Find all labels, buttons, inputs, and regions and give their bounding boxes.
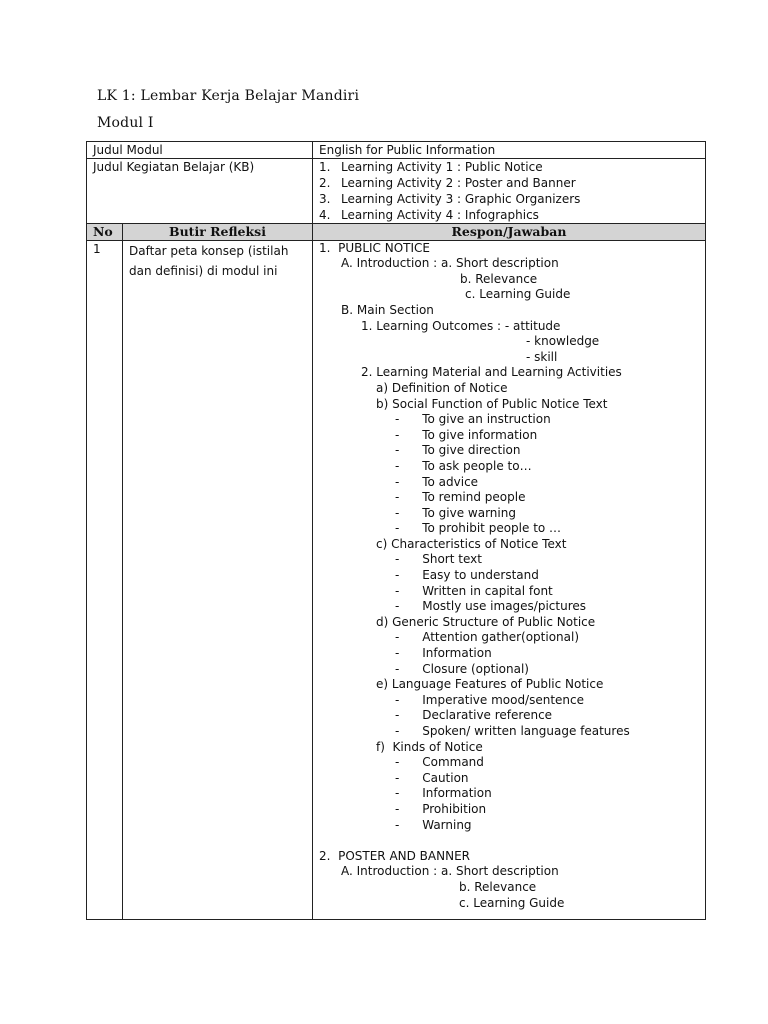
col-header-no: No	[87, 224, 123, 241]
response-line: c) Characteristics of Notice Text	[376, 536, 567, 551]
response-line: - Mostly use images/pictures	[395, 599, 587, 614]
response-line: - Information	[395, 646, 492, 661]
kb-list-item	[319, 159, 699, 175]
response-line: b. Relevance	[460, 271, 538, 286]
response-line: A. Introduction : a. Short description	[341, 256, 559, 271]
judul-kb-list	[313, 159, 706, 224]
response-line: 1. PUBLIC NOTICE	[319, 240, 430, 255]
response-line: B. Main Section	[341, 302, 434, 317]
response-line: - To give an instruction	[395, 412, 551, 427]
kb-list-number: 2.	[319, 176, 331, 190]
response-line: - Declarative reference	[395, 708, 553, 723]
kb-list-item	[319, 207, 699, 223]
response-line: - Easy to understand	[395, 568, 539, 583]
respon-jawaban-cell	[313, 240, 706, 920]
response-line: 2. POSTER AND BANNER	[319, 848, 470, 863]
response-line: - To give warning	[395, 505, 516, 520]
response-line: - Prohibition	[395, 801, 487, 816]
worksheet-title: LK 1: Lembar Kerja Belajar Mandiri	[97, 88, 360, 104]
response-line: - Information	[395, 786, 492, 801]
response-line: - To ask people to…	[395, 458, 532, 473]
kb-list-number: 4.	[319, 208, 331, 222]
response-line: 1. Learning Outcomes : - attitude	[361, 318, 561, 333]
response-line: - To give direction	[395, 443, 521, 458]
response-line: - To give information	[395, 427, 538, 442]
kb-list-number: 1.	[319, 160, 331, 174]
response-line: f) Kinds of Notice	[376, 739, 483, 754]
response-line: c. Learning Guide	[465, 287, 571, 302]
judul-kb-label: Judul Kegiatan Belajar (KB)	[87, 159, 313, 224]
row-number: 1	[87, 240, 123, 920]
response-line: - Closure (optional)	[395, 661, 529, 676]
butir-refleksi-text: Daftar peta konsep (istilah dan definisi) di modul ini	[123, 240, 313, 920]
response-line: d) Generic Structure of Public Notice	[376, 614, 596, 629]
response-line: - Caution	[395, 770, 469, 785]
response-line: - To remind people	[395, 490, 526, 505]
table-header-row	[87, 224, 706, 241]
judul-modul-value: English for Public Information	[313, 142, 706, 159]
blank-line	[319, 833, 699, 849]
table-row	[87, 240, 706, 920]
worksheet-table	[86, 141, 706, 920]
col-header-butir: Butir Refleksi	[123, 224, 313, 241]
response-line: 2. Learning Material and Learning Activities	[361, 365, 622, 380]
col-header-respon: Respon/Jawaban	[313, 224, 706, 241]
response-line: - Attention gather(optional)	[395, 630, 580, 645]
kb-list-text: Learning Activity 1 : Public Notice	[341, 160, 543, 174]
judul-modul-label: Judul Modul	[87, 142, 313, 159]
kb-list-item	[319, 191, 699, 207]
response-line: - To advice	[395, 474, 479, 489]
response-line: - Short text	[395, 552, 482, 567]
response-line: e) Language Features of Public Notice	[376, 677, 604, 692]
response-line: - To prohibit people to …	[395, 521, 562, 536]
response-line: - Spoken/ written language features	[395, 724, 630, 738]
response-line: - Imperative mood/sentence	[395, 692, 585, 707]
row-judul-modul	[87, 142, 706, 159]
response-line: c. Learning Guide	[459, 895, 565, 910]
response-line: a) Definition of Notice	[376, 380, 508, 395]
kb-list-text: Learning Activity 3 : Graphic Organizers	[341, 192, 581, 206]
response-line: - Written in capital font	[395, 583, 553, 598]
response-line: b) Social Function of Public Notice Text	[376, 396, 608, 411]
response-line: - Command	[395, 755, 484, 770]
response-line: b. Relevance	[459, 879, 537, 894]
module-label: Modul I	[97, 115, 154, 131]
kb-list-item	[319, 175, 699, 191]
response-line: - Warning	[395, 817, 472, 832]
response-line: - skill	[526, 349, 558, 364]
kb-list-text: Learning Activity 4 : Infographics	[341, 208, 539, 222]
kb-list-number: 3.	[319, 192, 331, 206]
response-line: A. Introduction : a. Short description	[341, 864, 559, 879]
kb-list-text: Learning Activity 2 : Poster and Banner	[341, 176, 576, 190]
row-judul-kb	[87, 159, 706, 224]
response-line: - knowledge	[526, 334, 600, 349]
